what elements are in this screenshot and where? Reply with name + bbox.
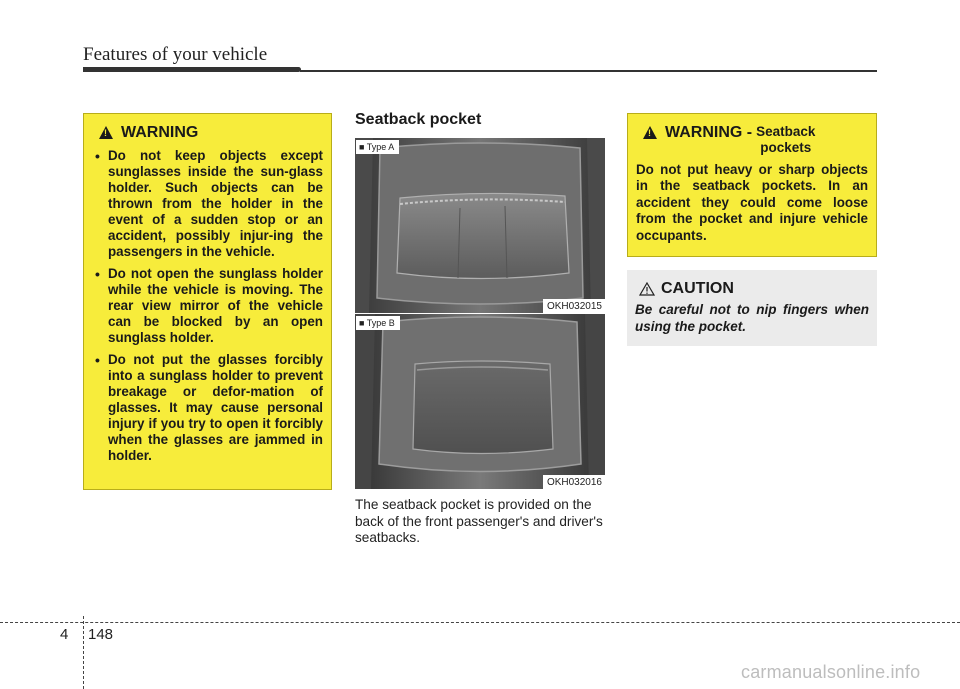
figure-code: OKH032016 (543, 475, 605, 489)
footer-rule (0, 622, 960, 623)
caution-box (627, 270, 877, 346)
section-body-text: The seatback pocket is provided on the back of the front passenger's and driver's seatbacks. (355, 497, 603, 545)
warning-header (92, 124, 323, 142)
warning-title: WARNING - (665, 124, 753, 141)
figure-type-a (355, 138, 605, 313)
caution-title: CAUTION (661, 280, 734, 297)
warning-icon (99, 126, 113, 139)
seatback-pocket-type-a-illustration (355, 138, 605, 313)
watermark: carmanualsonline.info (741, 662, 921, 682)
figure-type-label: ■ Type B (356, 316, 400, 330)
warning-item: • Do not keep objects except sunglasses inside the sun-glass holder. Such objects can be thrown from the holder in the event of a sudden stop or an accident, possibly injur-ing the passengers in the vehicle. (92, 148, 323, 260)
header-rule-thick (83, 67, 301, 72)
page-header-title: Features of your vehicle (83, 44, 268, 65)
warning-subtitle (756, 124, 815, 156)
warning-item: • Do not open the sunglass holder while the vehicle is moving. The rear view mirror of the vehicle can be blocked by an open sunglass holder. (92, 266, 323, 346)
warning-subtitle-line: pockets (760, 140, 812, 155)
warning-icon (643, 126, 657, 139)
caution-icon (639, 282, 655, 296)
warning-title: WARNING (121, 124, 199, 141)
caution-body: Be careful not to nip fingers when using the pocket. (635, 302, 869, 334)
warning-subtitle-line: Seatback (756, 124, 816, 139)
caution-header (635, 280, 869, 298)
figure-code: OKH032015 (543, 299, 605, 313)
figure-type-label: ■ Type A (356, 140, 399, 154)
seatback-pocket-type-b-illustration (355, 314, 605, 489)
warning-header (636, 124, 868, 156)
figure-type-b (355, 314, 605, 489)
warning-body: Do not put heavy or sharp objects in the seatback pockets. In an accident they could come loose from the pocket and injure vehicle occupants. (636, 162, 868, 243)
chapter-number: 4 (60, 626, 69, 643)
page-number: 148 (88, 626, 114, 643)
warning-item: • Do not put the glasses forcibly into a sunglass holder to prevent breakage or defor-mation of glasses. It may cause personal injury if you try to open it forcibly when the glasses are jammed in holder. (92, 352, 323, 464)
header-rule-thin (300, 70, 877, 72)
footer-divider (83, 616, 84, 689)
section-title: Seatback pocket (355, 111, 482, 128)
warning-box-sunglass-holder (83, 113, 332, 490)
warning-list (92, 148, 323, 464)
warning-box-seatback-pockets (627, 113, 877, 257)
